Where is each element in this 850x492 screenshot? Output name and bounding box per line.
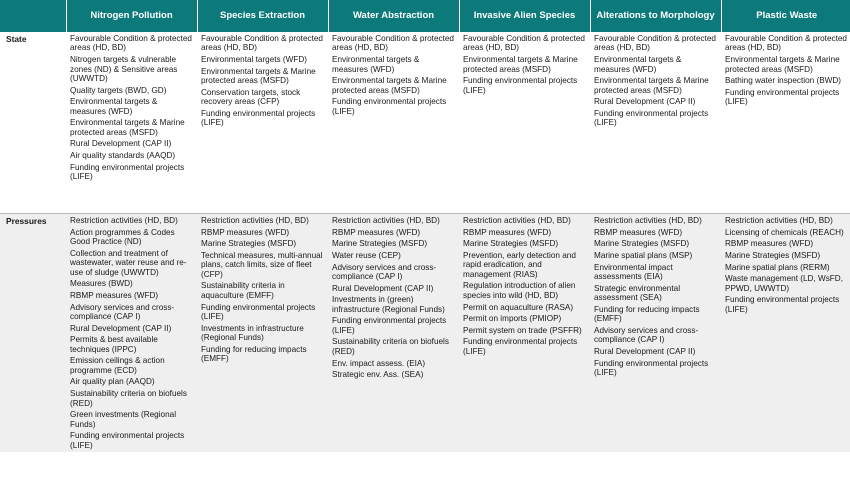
list-item: Green investments (Regional Funds) xyxy=(70,410,177,429)
cell-list xyxy=(332,216,456,380)
table-cell xyxy=(328,32,459,214)
table-cell xyxy=(66,32,197,214)
cell-list xyxy=(201,216,325,364)
table-cell xyxy=(590,214,721,453)
list-item: Marine Strategies (MSFD) xyxy=(332,239,428,249)
table-cell xyxy=(328,214,459,453)
list-item: Restriction activities (HD, BD) xyxy=(70,216,178,225)
list-item: Funding environmental projects (LIFE) xyxy=(332,316,447,335)
list-item: Marine Strategies (MSFD) xyxy=(201,239,297,249)
list-item: Restriction activities (HD, BD) xyxy=(725,216,833,225)
column-header: Species Extraction xyxy=(197,0,328,32)
list-item: Action programmes & Codes Good Practice (ND) xyxy=(70,227,175,247)
list-item: Funding for reducing impacts (EMFF) xyxy=(201,344,307,364)
list-item: RBMP measures (WFD) xyxy=(201,227,290,237)
list-item: Environmental targets & Marine protected areas (MSFD) xyxy=(594,76,709,95)
list-item: RBMP measures (WFD) xyxy=(463,227,552,237)
list-item: Water reuse (CEP) xyxy=(332,250,401,260)
cell-list xyxy=(463,216,587,356)
list-item: Funding environmental projects (LIFE) xyxy=(725,295,840,314)
list-item: Advisory services and cross-compliance (CAP I) xyxy=(70,302,175,322)
list-item: Advisory services and cross-compliance (CAP I) xyxy=(594,325,699,345)
cell-list xyxy=(594,216,718,377)
list-item: Conservation targets, stock recovery areas (CFP) xyxy=(201,87,301,107)
list-item: RBMP measures (WFD) xyxy=(594,227,683,237)
list-item: Funding environmental projects (LIFE) xyxy=(594,358,709,378)
list-item: Funding environmental projects (LIFE) xyxy=(463,76,578,95)
list-item: Environmental impact assessments (EIA) xyxy=(594,262,673,282)
table-header xyxy=(0,0,850,32)
list-item: Environmental targets & Marine protected areas (MSFD) xyxy=(332,76,447,95)
list-item: Environmental targets & Marine protected areas (MSFD) xyxy=(725,55,840,74)
list-item: Environmental targets & measures (WFD) xyxy=(594,55,682,74)
column-header: Invasive Alien Species xyxy=(459,0,590,32)
list-item: Environmental targets & measures (WFD) xyxy=(70,97,158,116)
list-item: Quality targets (BWD, GD) xyxy=(70,85,167,95)
header-row xyxy=(0,0,850,32)
list-item: Rural Development (CAP II) xyxy=(594,97,696,107)
table-body xyxy=(0,32,850,452)
list-item: Favourable Condition & protected areas (HD, BD) xyxy=(332,34,454,53)
list-item: Marine Strategies (MSFD) xyxy=(463,239,559,249)
list-item: Env. impact assess. (EIA) xyxy=(332,358,426,368)
list-item: Nitrogen targets & vulnerable zones (ND) & Sensitive areas (UWWTD) xyxy=(70,55,178,83)
list-item: Strategic environmental assessment (SEA) xyxy=(594,283,681,303)
list-item: Restriction activities (HD, BD) xyxy=(594,216,702,225)
list-item: Favourable Condition & protected areas (HD, BD) xyxy=(463,34,585,53)
list-item: Investments in (green) infrastructure (Regional Funds) xyxy=(332,295,445,314)
list-item: Technical measures, multi-annual plans, catch limits, size of fleet (CFP) xyxy=(201,250,323,279)
table-row-state xyxy=(0,32,850,214)
list-item: Sustainability criteria in aquaculture (EMFF) xyxy=(201,281,285,300)
list-item: Prevention, early detection and rapid eradication, and management (RIAS) xyxy=(463,250,576,279)
list-item: Favourable Condition & protected areas (HD, BD) xyxy=(594,34,716,53)
list-item: Measures (BWD) xyxy=(70,279,133,289)
list-item: Advisory services and cross-compliance (CAP I) xyxy=(332,262,437,282)
list-item: Favourable Condition & protected areas (HD, BD) xyxy=(70,34,192,53)
list-item: Emission ceilings & action programme (ECD) xyxy=(70,356,165,375)
list-item: Sustainability criteria on biofuels (RED) xyxy=(332,337,449,356)
column-header: Alterations to Morphology xyxy=(590,0,721,32)
list-item: Permit on aquaculture (RASA) xyxy=(463,302,574,312)
cell-list xyxy=(594,34,718,128)
list-item: Investments in infrastructure (Regional Funds) xyxy=(201,323,304,343)
list-item: Regulation introduction of alien species into wild (HD, BD) xyxy=(463,281,576,300)
list-item: Funding environmental projects (LIFE) xyxy=(463,337,578,356)
table-cell xyxy=(459,32,590,214)
list-item: Permit on imports (PMIOP) xyxy=(463,314,562,324)
list-item: Funding environmental projects (LIFE) xyxy=(70,162,185,182)
list-item: Restriction activities (HD, BD) xyxy=(463,216,571,225)
list-item: RBMP measures (WFD) xyxy=(70,290,159,300)
list-item: Marine spatial plans (MSP) xyxy=(594,250,693,260)
list-item: Funding for reducing impacts (EMFF) xyxy=(594,304,700,324)
list-item: Air quality standards (AAQD) xyxy=(70,151,176,161)
table-row-pressures xyxy=(0,214,850,453)
table-cell xyxy=(721,32,850,214)
list-item: Funding environmental projects (LIFE) xyxy=(201,108,316,128)
list-item: Restriction activities (HD, BD) xyxy=(201,216,309,225)
list-item: Funding environmental projects (LIFE) xyxy=(70,431,185,450)
list-item: Marine Strategies (MSFD) xyxy=(594,239,690,249)
list-item: Marine Strategies (MSFD) xyxy=(725,250,821,260)
list-item: Permits & best available techniques (IPPC) xyxy=(70,335,158,354)
table-cell xyxy=(197,214,328,453)
cell-list xyxy=(725,216,849,314)
list-item: Rural Development (CAP II) xyxy=(594,346,696,356)
list-item: Environmental targets & Marine protected areas (MSFD) xyxy=(201,66,316,86)
column-header: Water Abstraction xyxy=(328,0,459,32)
list-item: Rural Development (CAP II) xyxy=(70,323,172,333)
cell-list xyxy=(201,34,325,128)
list-item: Funding environmental projects (LIFE) xyxy=(594,108,709,128)
table-cell xyxy=(721,214,850,453)
table-cell xyxy=(66,214,197,453)
list-item: Collection and treatment of wastewater, water reuse and re-use of sludge (UWWTD) xyxy=(70,248,187,277)
list-item: Permit system on trade (PSFFR) xyxy=(463,325,582,335)
list-item: RBMP measures (WFD) xyxy=(332,227,421,237)
list-item: Funding environmental projects (LIFE) xyxy=(332,97,447,116)
cell-list xyxy=(463,34,587,95)
column-header: Nitrogen Pollution xyxy=(66,0,197,32)
list-item: Sustainability criteria on biofuels (RED) xyxy=(70,389,187,408)
table-cell xyxy=(197,32,328,214)
row-header: Pressures xyxy=(6,216,47,226)
list-item: Strategic env. Ass. (SEA) xyxy=(332,370,424,380)
row-header: State xyxy=(0,32,66,214)
list-item: Air quality plan (AAQD) xyxy=(70,377,155,387)
cell-list xyxy=(70,34,194,182)
list-item: Environmental targets (WFD) xyxy=(201,55,308,65)
cell-list xyxy=(725,34,849,107)
column-header: Plastic Waste xyxy=(721,0,850,32)
list-item: Environmental targets & measures (WFD) xyxy=(332,55,420,74)
header-corner xyxy=(0,0,66,32)
table-cell xyxy=(459,214,590,453)
list-item: RBMP measures (WFD) xyxy=(725,239,814,249)
list-item: Favourable Condition & protected areas (HD, BD) xyxy=(725,34,847,53)
cell-list xyxy=(70,216,194,450)
list-item: Waste management (LD, WsFD, PPWD, UWWTD) xyxy=(725,274,843,293)
list-item: Marine spatial plans (RERM) xyxy=(725,262,830,272)
list-item: Funding environmental projects (LIFE) xyxy=(201,302,316,322)
list-item: Bathing water inspection (BWD) xyxy=(725,76,842,86)
list-item: Restriction activities (HD, BD) xyxy=(332,216,440,225)
list-item: Licensing of chemicals (REACH) xyxy=(725,227,844,237)
list-item: Rural Development (CAP II) xyxy=(70,139,172,149)
cell-list xyxy=(332,34,456,116)
list-item: Favourable Condition & protected areas (HD, BD) xyxy=(201,34,323,53)
list-item: Rural Development (CAP II) xyxy=(332,283,434,293)
table-cell xyxy=(590,32,721,214)
list-item: Funding environmental projects (LIFE) xyxy=(725,87,840,107)
list-item: Environmental targets & Marine protected areas (MSFD) xyxy=(463,55,578,74)
list-item: Environmental targets & Marine protected areas (MSFD) xyxy=(70,118,185,137)
